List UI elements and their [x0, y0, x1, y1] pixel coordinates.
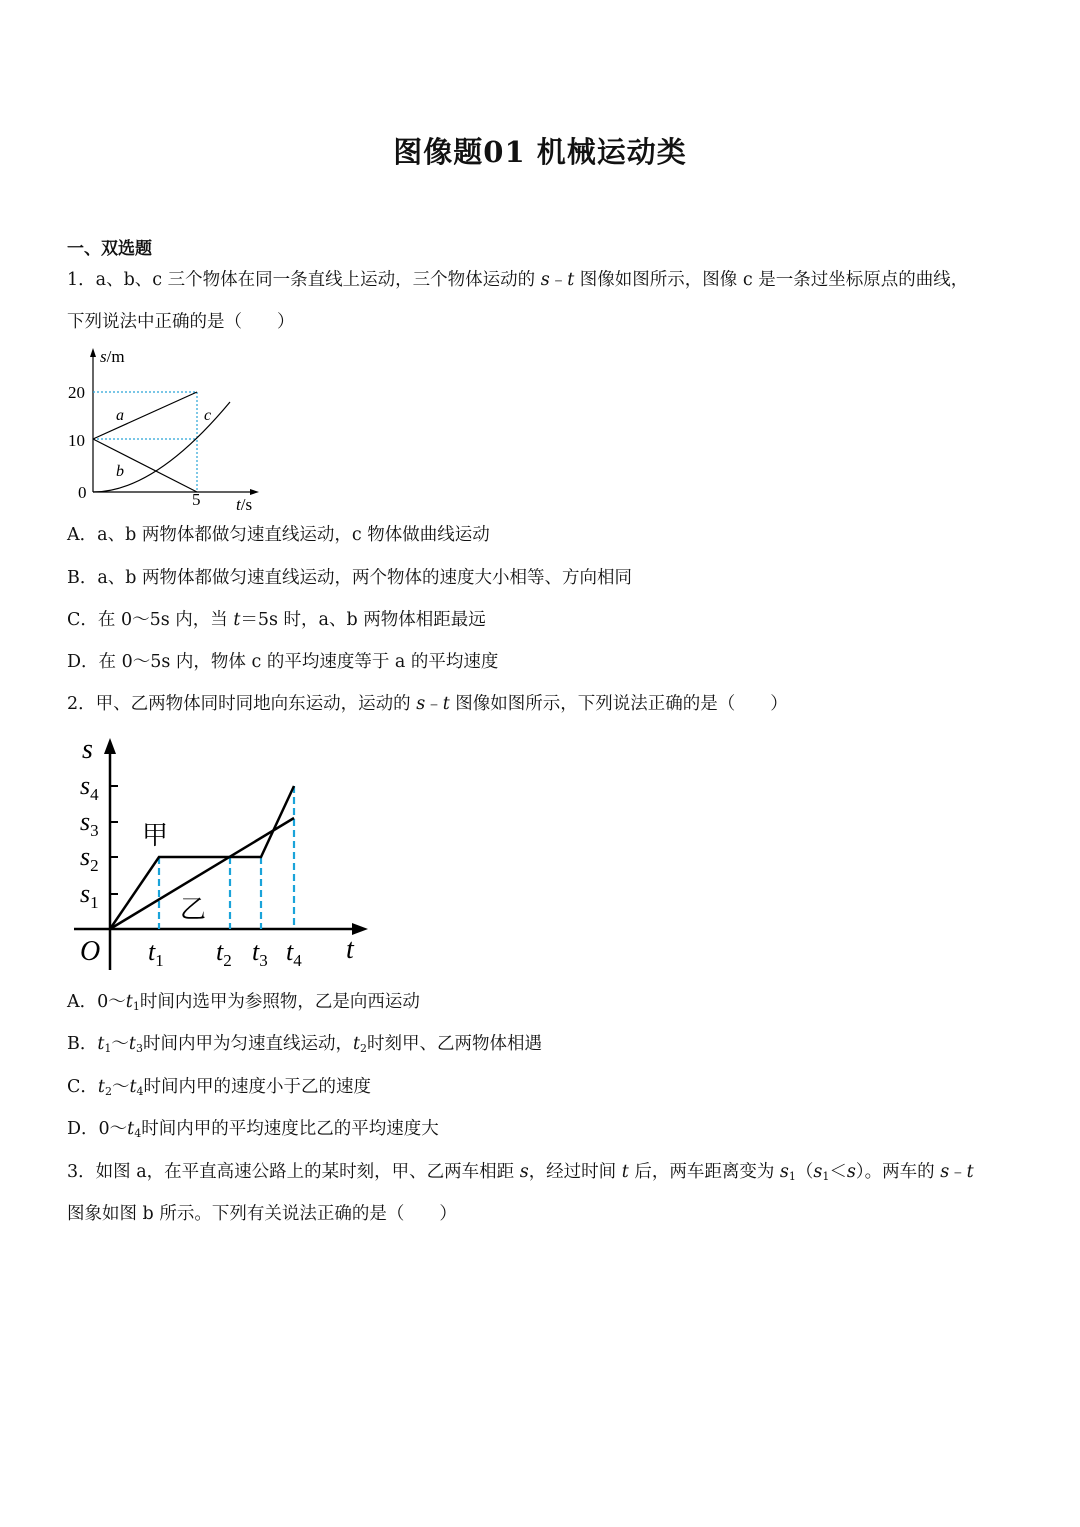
x-tick-t4: $t_4$ — [286, 937, 302, 970]
q2-option-d: D．$0\sim t_4$时间内甲的平均速度比乙的平均速度大 — [67, 1119, 439, 1140]
y-axis-label: s — [82, 734, 93, 765]
q2-stem: 2．甲、乙两物体同时同地向东运动，运动的 s﹣t 图像如图所示，下列说法正确的是（ ） — [67, 694, 788, 714]
y-tick-s1: $s_1$ — [80, 879, 99, 912]
x-axis-label: t — [346, 934, 354, 965]
q2-figure — [66, 734, 376, 974]
curve-label-c: c — [204, 407, 212, 424]
origin-label: O — [80, 936, 101, 967]
q1-figure — [60, 342, 280, 514]
section-heading: 一、双选题 — [67, 239, 152, 259]
y-tick: 10 — [68, 431, 85, 450]
q1-stem-line2: 下列说法中正确的是（ ） — [67, 312, 295, 332]
q1-stem-line1: 1．a、b、c 三个物体在同一条直线上运动，三个物体运动的 s﹣t 图像如图所示，图像 c 是一条过坐标原点的曲线， — [67, 270, 969, 290]
y-tick-s4: $s_4$ — [80, 771, 99, 804]
q2-option-a: A．$0\sim t_1$时间内选甲为参照物，乙是向西运动 — [67, 992, 420, 1013]
x-tick-t2: $t_2$ — [216, 937, 232, 970]
line-b — [93, 439, 197, 492]
q1-option-d: D．在 0～5s 内，物体 c 的平均速度等于 a 的平均速度 — [67, 652, 499, 672]
q1-option-c: C．在 0～5s 内，当 t＝5s 时，a、b 两物体相距最远 — [67, 610, 486, 630]
q1-option-b: B．a、b 两物体都做匀速直线运动，两个物体的速度大小相等、方向相同 — [67, 568, 633, 588]
x-tick-t1: $t_1$ — [148, 937, 164, 970]
q3-stem-line1: 3．如图 a，在平直高速公路上的某时刻，甲、乙两车相距 s，经过时间 t 后，两车距离变为 $s_1(s_1<s)$。两车的 s﹣t — [67, 1162, 974, 1183]
y-axis-arrow — [90, 348, 96, 357]
curve-label-b: b — [116, 463, 124, 480]
label-yi: 乙 — [180, 895, 207, 924]
x-axis-arrow — [352, 923, 368, 935]
page-title: 图像题01 机械运动类 — [393, 135, 687, 169]
line-a — [93, 392, 197, 439]
x-axis-label: t/s — [236, 495, 253, 514]
y-tick: 0 — [78, 483, 87, 502]
x-tick: 5 — [192, 490, 201, 509]
y-tick-s2: $s_2$ — [80, 842, 99, 875]
q2-option-b: B．$t_1\sim t_3$时间内甲为匀速直线运动，$t_2$时刻甲、乙两物体相遇 — [67, 1034, 543, 1055]
label-jia: 甲 — [142, 821, 169, 850]
y-tick-s3: $s_3$ — [80, 807, 99, 840]
curve-label-a: a — [116, 407, 124, 424]
q3-stem-line2: 图象如图 b 所示。下列有关说法正确的是（ ） — [67, 1204, 457, 1224]
y-tick: 20 — [68, 383, 85, 402]
y-axis-label: s/m — [100, 347, 125, 366]
q1-option-a: A．a、b 两物体都做匀速直线运动，c 物体做曲线运动 — [67, 525, 490, 545]
q2-option-c: C．$t_2\sim t_4$时间内甲的速度小于乙的速度 — [67, 1077, 371, 1098]
y-axis-arrow — [104, 738, 116, 754]
x-tick-t3: $t_3$ — [252, 937, 268, 970]
